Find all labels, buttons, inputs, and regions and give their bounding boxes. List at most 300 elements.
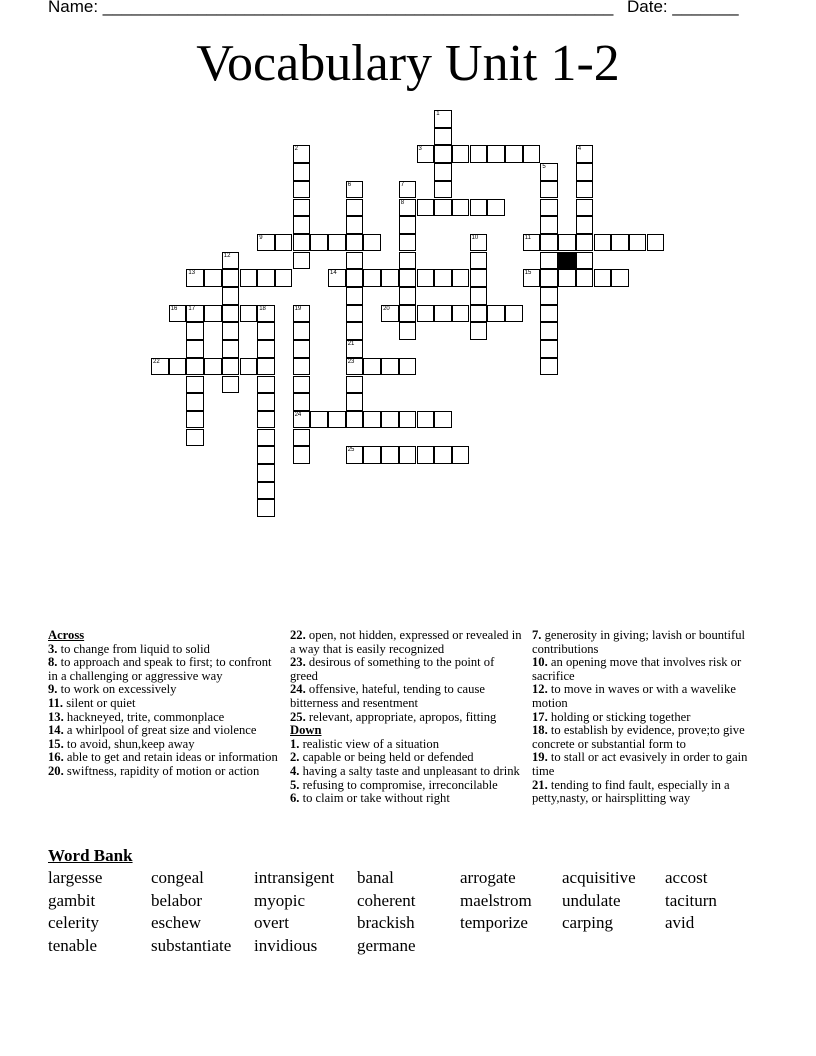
word-bank-word: invidious [254, 935, 318, 955]
down-clue [290, 751, 522, 765]
grid-cell[interactable] [470, 252, 488, 270]
clue-text: to establish by evidence, prove;to give concrete or substantial form to [532, 723, 745, 751]
grid-cell[interactable] [346, 181, 364, 199]
grid-cell[interactable] [470, 287, 488, 305]
across-heading: Across [48, 628, 85, 642]
clue-number: 25. [290, 709, 306, 724]
grid-cell[interactable] [399, 322, 417, 340]
grid-cell[interactable] [346, 234, 364, 252]
grid-cell[interactable] [487, 305, 505, 323]
grid-cell[interactable] [346, 287, 364, 305]
grid-cell[interactable] [434, 269, 452, 287]
word-bank-word: arrogate [460, 868, 516, 887]
grid-cell[interactable] [470, 145, 488, 163]
grid-cell[interactable] [540, 216, 558, 234]
grid-cell[interactable] [151, 358, 169, 376]
grid-cell[interactable] [540, 181, 558, 199]
grid-cell[interactable] [540, 199, 558, 217]
grid-cell[interactable] [257, 446, 275, 464]
clue-number: 11 [524, 234, 531, 241]
word-bank-word: taciturn [665, 890, 717, 910]
grid-cell[interactable] [629, 234, 647, 252]
down-clue [290, 779, 522, 793]
across-clue [48, 656, 280, 683]
clue-number: 4. [290, 763, 300, 778]
word-bank-heading: Word Bank [48, 846, 133, 865]
word-bank-word: temporize [460, 913, 528, 933]
word-bank-word: overt [254, 913, 289, 933]
down-clue [532, 683, 764, 710]
grid-cell[interactable] [222, 287, 240, 305]
grid-cell[interactable] [346, 322, 364, 340]
clue-number: 4 [577, 146, 582, 153]
grid-cell[interactable] [293, 163, 311, 181]
grid-cell[interactable] [257, 269, 275, 287]
grid-cell[interactable] [505, 145, 523, 163]
grid-cell[interactable] [293, 393, 311, 411]
grid-cell[interactable] [417, 305, 435, 323]
down-clue [290, 765, 522, 779]
grid-cell[interactable] [363, 411, 381, 429]
grid-cell[interactable] [257, 340, 275, 358]
name-label: Name: ______________________________________________________ [48, 0, 614, 16]
grid-cell[interactable] [293, 411, 311, 429]
clue-text: to claim or take without right [302, 791, 450, 806]
grid-cell[interactable] [399, 411, 417, 429]
down-clue [290, 792, 522, 806]
grid-cell[interactable] [222, 252, 240, 270]
down-clue [290, 738, 522, 752]
grid-cell[interactable] [452, 446, 470, 464]
across-clue [290, 711, 522, 725]
grid-cell[interactable] [399, 269, 417, 287]
clue-text: swiftness, rapidity of motion or action [66, 763, 260, 778]
clue-number: 10. [532, 655, 548, 670]
clues-column-1 [48, 629, 280, 779]
grid-cell[interactable] [240, 269, 258, 287]
clue-text: having a salty taste and unpleasant to drink [302, 763, 520, 778]
grid-cell[interactable] [186, 358, 204, 376]
grid-cell[interactable] [399, 199, 417, 217]
grid-cell[interactable] [417, 199, 435, 217]
clue-text: holding or sticking together [550, 709, 691, 724]
grid-cell[interactable] [293, 252, 311, 270]
grid-cell[interactable] [293, 145, 311, 163]
grid-cell[interactable] [540, 305, 558, 323]
grid-cell[interactable] [434, 145, 452, 163]
clue-number: 22. [290, 628, 306, 642]
grid-cell[interactable] [293, 181, 311, 199]
grid-cell[interactable] [381, 446, 399, 464]
clue-text: to avoid, shun,keep away [66, 736, 195, 751]
clues-column-3 [532, 629, 764, 806]
word-bank-word: undulate [562, 890, 621, 910]
across-clue [48, 643, 280, 657]
word-bank-word: tenable [48, 935, 98, 955]
grid-cell[interactable] [540, 269, 558, 287]
clue-number: 25 [347, 447, 355, 454]
grid-cell[interactable] [293, 322, 311, 340]
grid-cell[interactable] [346, 393, 364, 411]
grid-cell[interactable] [540, 287, 558, 305]
clue-number: 6. [290, 791, 300, 806]
grid-cell[interactable] [293, 340, 311, 358]
grid-cell[interactable] [452, 269, 470, 287]
clue-number: 18 [259, 305, 266, 312]
grid-cell[interactable] [222, 376, 240, 394]
down-clue [532, 779, 764, 806]
grid-cell[interactable] [363, 234, 381, 252]
clue-text: generosity in giving; lavish or bountiful contributions [532, 628, 746, 656]
clue-text: to change from liquid to solid [60, 641, 210, 656]
clue-number: 17 [188, 305, 196, 312]
word-bank-word: belabor [151, 890, 202, 910]
grid-cell[interactable] [540, 163, 558, 181]
grid-cell[interactable] [293, 216, 311, 234]
grid-cell[interactable] [257, 429, 275, 447]
clue-number: 16 [170, 305, 178, 312]
page-title: Vocabulary Unit 1-2 [196, 35, 620, 92]
clue-number: 19 [294, 305, 302, 312]
across-clue [48, 724, 280, 738]
down-clue [532, 629, 764, 656]
across-clue [48, 683, 280, 697]
grid-cell[interactable] [346, 376, 364, 394]
grid-cell[interactable] [363, 358, 381, 376]
grid-cell[interactable] [293, 234, 311, 252]
grid-cell[interactable] [505, 305, 523, 323]
word-bank-word: intransigent [254, 868, 335, 887]
grid-cell[interactable] [594, 234, 612, 252]
clue-text: able to get and retain ideas or information [66, 750, 278, 765]
clue-number: 8. [48, 655, 58, 670]
clue-number: 3 [418, 146, 422, 153]
clue-number: 21. [532, 777, 548, 792]
grid-cell[interactable] [240, 305, 258, 323]
clue-text: relevant, appropriate, apropos, fitting [308, 709, 497, 724]
grid-cell[interactable] [293, 358, 311, 376]
grid-cell[interactable] [346, 358, 364, 376]
grid-cell[interactable] [257, 464, 275, 482]
grid-cell[interactable] [204, 269, 222, 287]
word-bank-word: avid [665, 913, 695, 933]
clue-text: desirous of something to the point of greed [290, 655, 495, 683]
word-bank-word: myopic [254, 890, 305, 910]
grid-cell[interactable] [594, 269, 612, 287]
grid-cell[interactable] [452, 199, 470, 217]
clue-number: 22 [153, 358, 160, 365]
down-clue [532, 724, 764, 751]
grid-cell[interactable] [186, 340, 204, 358]
grid-cell[interactable] [558, 234, 576, 252]
across-clue [290, 629, 522, 656]
clue-number: 6 [347, 181, 352, 188]
grid-cell[interactable] [417, 446, 435, 464]
grid-cell[interactable] [310, 411, 328, 429]
word-bank-word: celerity [48, 913, 99, 933]
grid-cell[interactable] [275, 269, 293, 287]
grid-cell[interactable] [257, 305, 275, 323]
clue-number: 19. [532, 750, 548, 765]
clue-text: silent or quiet [66, 695, 136, 710]
grid-cell[interactable] [293, 199, 311, 217]
grid-cell[interactable] [434, 128, 452, 146]
grid-cell[interactable] [293, 376, 311, 394]
clue-text: open, not hidden, expressed or revealed in a way that is easily recognized [290, 628, 522, 656]
grid-cell[interactable] [647, 234, 665, 252]
clue-number: 16. [48, 750, 64, 765]
clue-number: 5 [542, 164, 546, 171]
clue-number: 8 [400, 199, 405, 206]
clue-text: a whirlpool of great size and violence [66, 723, 257, 738]
clue-number: 18. [532, 723, 548, 738]
grid-cell[interactable] [204, 358, 222, 376]
down-clue [532, 656, 764, 683]
grid-cell[interactable] [186, 269, 204, 287]
clue-number: 2 [294, 146, 298, 153]
grid-cell[interactable] [186, 429, 204, 447]
grid-cell[interactable] [523, 269, 541, 287]
grid-cell[interactable] [470, 234, 488, 252]
grid-cell[interactable] [257, 411, 275, 429]
clue-number: 13. [48, 709, 64, 724]
grid-cell[interactable] [470, 199, 488, 217]
grid-cell[interactable] [222, 305, 240, 323]
clue-text: to approach and speak to first; to confront in a challenging or aggressive way [48, 655, 272, 683]
grid-cell[interactable] [417, 411, 435, 429]
grid-cell[interactable] [452, 145, 470, 163]
grid-cell[interactable] [204, 305, 222, 323]
clue-number: 3. [48, 641, 58, 656]
grid-cell[interactable] [487, 145, 505, 163]
grid-cell[interactable] [169, 305, 187, 323]
grid-cell[interactable] [346, 216, 364, 234]
grid-cell[interactable] [346, 252, 364, 270]
grid-cell[interactable] [487, 199, 505, 217]
word-bank-word: acquisitive [562, 868, 636, 887]
grid-cell[interactable] [523, 145, 541, 163]
clue-number: 11. [48, 695, 64, 710]
grid-cell[interactable] [346, 446, 364, 464]
grid-cell[interactable] [399, 287, 417, 305]
grid-cell[interactable] [363, 446, 381, 464]
word-bank-word: banal [357, 868, 394, 887]
grid-cell[interactable] [434, 305, 452, 323]
grid-cell[interactable] [576, 234, 594, 252]
word-bank-word: eschew [151, 913, 202, 933]
grid-cell[interactable] [540, 340, 558, 358]
grid-cell[interactable] [399, 216, 417, 234]
grid-cell[interactable] [470, 322, 488, 340]
grid-cell[interactable] [346, 199, 364, 217]
word-bank-word: substantiate [151, 935, 232, 955]
grid-cell[interactable] [399, 446, 417, 464]
word-bank-word: congeal [151, 868, 204, 887]
clue-number: 2. [290, 750, 300, 765]
grid-cell[interactable] [222, 269, 240, 287]
grid-cell[interactable] [257, 234, 275, 252]
clue-text: hackneyed, trite, commonplace [66, 709, 225, 724]
grid-cell[interactable] [540, 358, 558, 376]
grid-cell[interactable] [293, 305, 311, 323]
grid-cell[interactable] [558, 269, 576, 287]
across-clue [290, 656, 522, 683]
clues-column-2 [290, 629, 522, 806]
grid-cell[interactable] [186, 305, 204, 323]
grid-cell[interactable] [257, 322, 275, 340]
clue-number: 5. [290, 777, 300, 792]
across-clue [48, 751, 280, 765]
clue-number: 7. [532, 628, 542, 642]
grid-cell[interactable] [611, 269, 629, 287]
clue-text: tending to find fault, especially in a petty,nasty, or hairsplitting way [532, 777, 730, 806]
grid-cell[interactable] [381, 269, 399, 287]
grid-cell[interactable] [381, 411, 399, 429]
grid-cell[interactable] [576, 199, 594, 217]
grid-cell[interactable] [470, 269, 488, 287]
grid-cell[interactable] [434, 199, 452, 217]
across-clue [48, 711, 280, 725]
grid-cell[interactable] [346, 305, 364, 323]
clue-number: 14 [330, 270, 337, 277]
clue-number: 14. [48, 723, 64, 738]
clue-number: 7 [400, 181, 405, 188]
clue-text: offensive, hateful, tending to cause bitterness and resentment [290, 682, 485, 710]
grid-cell[interactable] [399, 358, 417, 376]
word-bank-word: largesse [48, 868, 103, 887]
grid-cell[interactable] [346, 340, 364, 358]
across-clue [290, 683, 522, 710]
grid-cell[interactable] [293, 429, 311, 447]
clue-number: 13 [188, 270, 196, 277]
word-bank-word: accost [665, 868, 708, 887]
grid-cell[interactable] [452, 305, 470, 323]
down-clue [532, 751, 764, 778]
clue-text: to work on excessively [60, 682, 177, 697]
clue-text: to move in waves or with a wavelike motion [532, 682, 736, 710]
grid-cell[interactable] [328, 269, 346, 287]
clue-number: 20 [383, 305, 390, 312]
grid-cell[interactable] [257, 358, 275, 376]
down-heading: Down [290, 723, 322, 738]
grid-cell[interactable] [257, 499, 275, 517]
across-clue [48, 738, 280, 752]
grid-cell[interactable] [240, 358, 258, 376]
clue-number: 15. [48, 736, 64, 751]
date-label: Date: _______ [627, 0, 739, 16]
grid-cell[interactable] [434, 110, 452, 128]
grid-cell[interactable] [222, 358, 240, 376]
grid-cell[interactable] [257, 482, 275, 500]
grid-cell[interactable] [434, 446, 452, 464]
grid-cell[interactable] [363, 269, 381, 287]
clue-number: 12. [532, 682, 548, 697]
grid-cell[interactable] [346, 411, 364, 429]
clue-number: 9. [48, 682, 58, 697]
grid-cell[interactable] [186, 376, 204, 394]
grid-cell[interactable] [576, 163, 594, 181]
across-clue [48, 697, 280, 711]
grid-cell[interactable] [576, 252, 594, 270]
clue-number: 17. [532, 709, 548, 724]
grid-cell[interactable] [328, 411, 346, 429]
clue-number: 1 [436, 111, 440, 117]
grid-cell[interactable] [275, 234, 293, 252]
grid-cell[interactable] [540, 234, 558, 252]
grid-cell[interactable] [470, 305, 488, 323]
grid-cell[interactable] [328, 234, 346, 252]
grid-cell[interactable] [293, 446, 311, 464]
word-bank-word: carping [562, 913, 613, 933]
grid-cell[interactable] [434, 163, 452, 181]
clue-number: 12 [223, 252, 231, 259]
clue-text: realistic view of a situation [302, 736, 440, 751]
word-bank-word: gambit [48, 890, 96, 910]
grid-cell[interactable] [576, 145, 594, 163]
grid-cell[interactable] [417, 269, 435, 287]
grid-cell[interactable] [576, 216, 594, 234]
grid-cell[interactable] [257, 376, 275, 394]
clue-number: 23. [290, 655, 306, 670]
clue-number: 15 [524, 270, 532, 277]
word-bank-word: brackish [357, 913, 415, 933]
clue-text: an opening move that involves risk or sacrifice [532, 655, 742, 683]
word-bank-word: germane [357, 935, 416, 955]
grid-cell[interactable] [540, 322, 558, 340]
clue-number: 1. [290, 736, 300, 751]
grid-cell[interactable] [222, 340, 240, 358]
grid-cell[interactable] [399, 252, 417, 270]
grid-cell[interactable] [257, 393, 275, 411]
across-clue [48, 765, 280, 779]
grid-cell[interactable] [523, 234, 541, 252]
grid-cell[interactable] [540, 252, 558, 270]
grid-cell[interactable] [576, 181, 594, 199]
grid-black-square [558, 252, 576, 270]
grid-cell[interactable] [417, 145, 435, 163]
grid-cell[interactable] [222, 322, 240, 340]
word-bank-word: coherent [357, 890, 416, 910]
word-bank-word: maelstrom [460, 890, 532, 910]
clue-text: refusing to compromise, irreconcilable [302, 777, 498, 792]
clue-number: 23 [347, 358, 355, 365]
grid-cell[interactable] [186, 322, 204, 340]
clue-number: 24. [290, 682, 306, 697]
clue-number: 9 [259, 234, 263, 241]
grid-cell[interactable] [381, 305, 399, 323]
grid-cell[interactable] [186, 411, 204, 429]
grid-cell[interactable] [576, 269, 594, 287]
grid-cell[interactable] [434, 181, 452, 199]
grid-cell[interactable] [399, 181, 417, 199]
grid-cell[interactable] [169, 358, 187, 376]
clue-text: to stall or act evasively in order to gain time [532, 750, 748, 778]
grid-cell[interactable] [310, 234, 328, 252]
clue-number: 24 [294, 411, 302, 418]
clue-text: capable or being held or defended [302, 750, 474, 765]
grid-cell[interactable] [434, 411, 452, 429]
grid-cell[interactable] [346, 269, 364, 287]
grid-cell[interactable] [611, 234, 629, 252]
grid-cell[interactable] [399, 305, 417, 323]
grid-cell[interactable] [381, 358, 399, 376]
clue-number: 21 [347, 341, 355, 348]
clue-number: 10 [471, 234, 479, 241]
clue-number: 20. [48, 763, 64, 778]
down-clue [532, 711, 764, 725]
grid-cell[interactable] [399, 234, 417, 252]
grid-cell[interactable] [186, 393, 204, 411]
